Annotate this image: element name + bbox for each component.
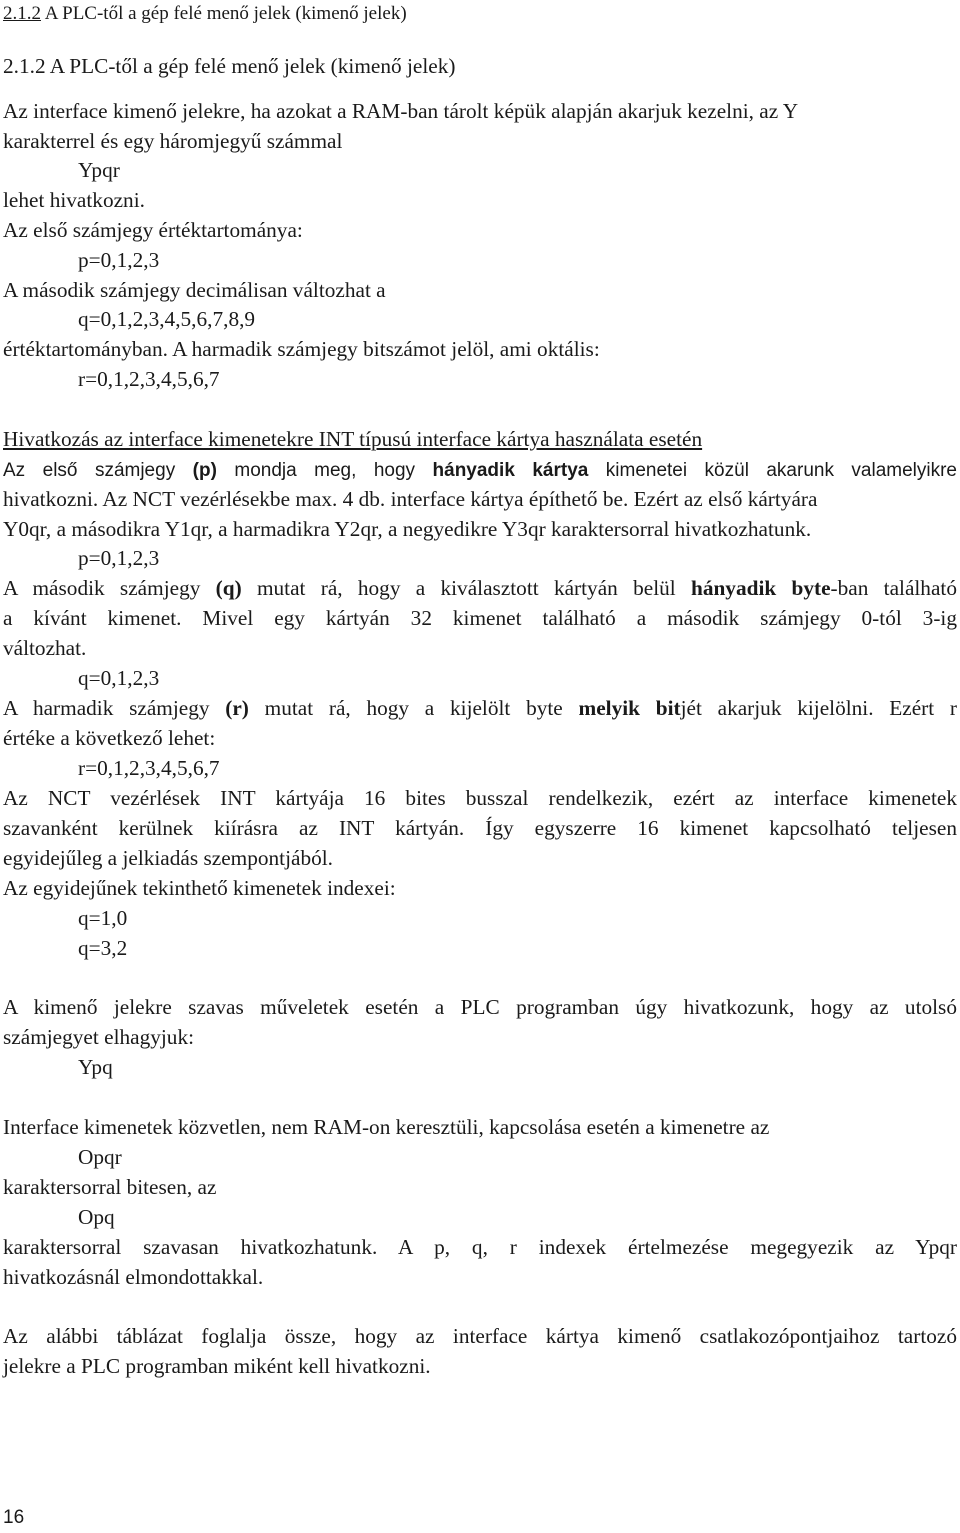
code-opq: Opq [78, 1205, 115, 1229]
p-range: p=0,1,2,3 [78, 546, 160, 570]
text-fragment: mutat rá, hogy a kijelölt byte [248, 696, 579, 720]
text-fragment: mutat rá, hogy a kiválasztott kártyán belül [241, 576, 691, 600]
code-ypq: Ypq [78, 1055, 113, 1079]
text-line: karaktersorral szavasan hivatkozhatunk. A p, q, r indexek értelmezése megegyezik az Ypqr [3, 1235, 957, 1259]
text-line: változhat. [3, 636, 87, 660]
text-line [3, 573, 957, 603]
text-line [3, 454, 957, 486]
q-range: q=0,1,2,3,4,5,6,7,8,9 [78, 307, 256, 331]
breadcrumb [3, 0, 407, 28]
page-number: 16 [3, 1507, 25, 1528]
text-fragment: Az első számjegy [3, 460, 193, 481]
text-line: egyidejűleg a jelkiadás szempontjából. [3, 846, 333, 870]
text-line: hivatkozni. Az NCT vezérlésekbe max. 4 db. interface kártya építhető be. Ezért az első kártyára [3, 487, 818, 511]
p-range: p=0,1,2,3 [78, 248, 160, 272]
breadcrumb-section-link[interactable]: 2.1.2 [3, 3, 41, 24]
text-line: lehet hivatkozni. [3, 188, 145, 212]
q-index: q=1,0 [78, 906, 128, 930]
text-line: értéktartományban. A harmadik számjegy bitszámot jelöl, ami oktális: [3, 337, 600, 361]
text-line: szavanként kerülnek kiírásra az INT kártyán. Így egyszerre 16 kimenet kapcsolható teljesen [3, 816, 957, 840]
bold-fragment: hányadik byte [690, 576, 831, 600]
text-line: A második számjegy decimálisan változhat a [3, 278, 386, 302]
text-line: a kívánt kimenet. Mivel egy kártyán 32 kimenet található a második számjegy 0-tól 3-ig [3, 606, 957, 630]
text-line: hivatkozásnál elmondottakkal. [3, 1265, 264, 1289]
text-line: A kimenő jelekre szavas műveletek esetén a PLC programban úgy hivatkozunk, hogy az utolsó [3, 995, 957, 1019]
text-line: értéke a következő lehet: [3, 726, 216, 750]
text-line: Interface kimenetek közvetlen, nem RAM-on keresztüli, kapcsolása esetén a kimenetre az [3, 1115, 770, 1139]
text-line: Az NCT vezérlések INT kártyája 16 bites busszal rendelkezik, ezért az interface kimenetek [3, 786, 957, 810]
text-line: Az alábbi táblázat foglalja össze, hogy az interface kártya kimenő csatlakozópontjaihoz tartozó [3, 1324, 957, 1348]
text-line [3, 693, 957, 723]
r-range: r=0,1,2,3,4,5,6,7 [78, 756, 220, 780]
code-ypqr: Ypqr [78, 158, 120, 182]
bold-fragment: (r) [225, 696, 249, 720]
code-opqr: Opqr [78, 1145, 122, 1169]
bold-fragment: melyik bit [578, 696, 681, 720]
text-fragment: A második számjegy [3, 576, 216, 600]
text-fragment: mondja meg, hogy [216, 460, 433, 481]
text-fragment: A harmadik számjegy [3, 696, 226, 720]
page-title: 2.1.2 A PLC-től a gép felé menő jelek (kimenő jelek) [3, 54, 456, 78]
section-subheading: Hivatkozás az interface kimenetekre INT típusú interface kártya használata esetén [3, 427, 703, 451]
text-line: karaktersorral bitesen, az [3, 1175, 217, 1199]
q-index: q=3,2 [78, 936, 128, 960]
text-line: Az első számjegy értéktartománya: [3, 218, 303, 242]
text-fragment: -ban található [830, 576, 957, 600]
bold-fragment: (q) [215, 576, 242, 600]
breadcrumb-title: A PLC-től a gép felé menő jelek (kimenő jelek) [44, 3, 407, 24]
text-line: Az interface kimenő jelekre, ha azokat a RAM-ban tárolt képük alapján akarjuk kezelni, az Y [3, 99, 799, 123]
text-fragment: jét akarjuk kijelölni. Ezért r [680, 696, 958, 720]
q-range: q=0,1,2,3 [78, 666, 160, 690]
text-line: karakterrel és egy háromjegyű számmal [3, 129, 343, 153]
text-line: számjegyet elhagyjuk: [3, 1025, 195, 1049]
r-range: r=0,1,2,3,4,5,6,7 [78, 367, 220, 391]
bold-fragment: hányadik kártya [432, 460, 589, 481]
text-line: Y0qr, a másodikra Y1qr, a harmadikra Y2qr, a negyedikre Y3qr karaktersorral hivatkozhatunk. [3, 517, 812, 541]
text-fragment: kimenetei közül akarunk valamelyikre [588, 460, 958, 481]
text-line: Az egyidejűnek tekinthető kimenetek indexei: [3, 876, 396, 900]
bold-fragment: (p) [192, 460, 217, 481]
text-line: jelekre a PLC programban miként kell hivatkozni. [3, 1354, 431, 1378]
